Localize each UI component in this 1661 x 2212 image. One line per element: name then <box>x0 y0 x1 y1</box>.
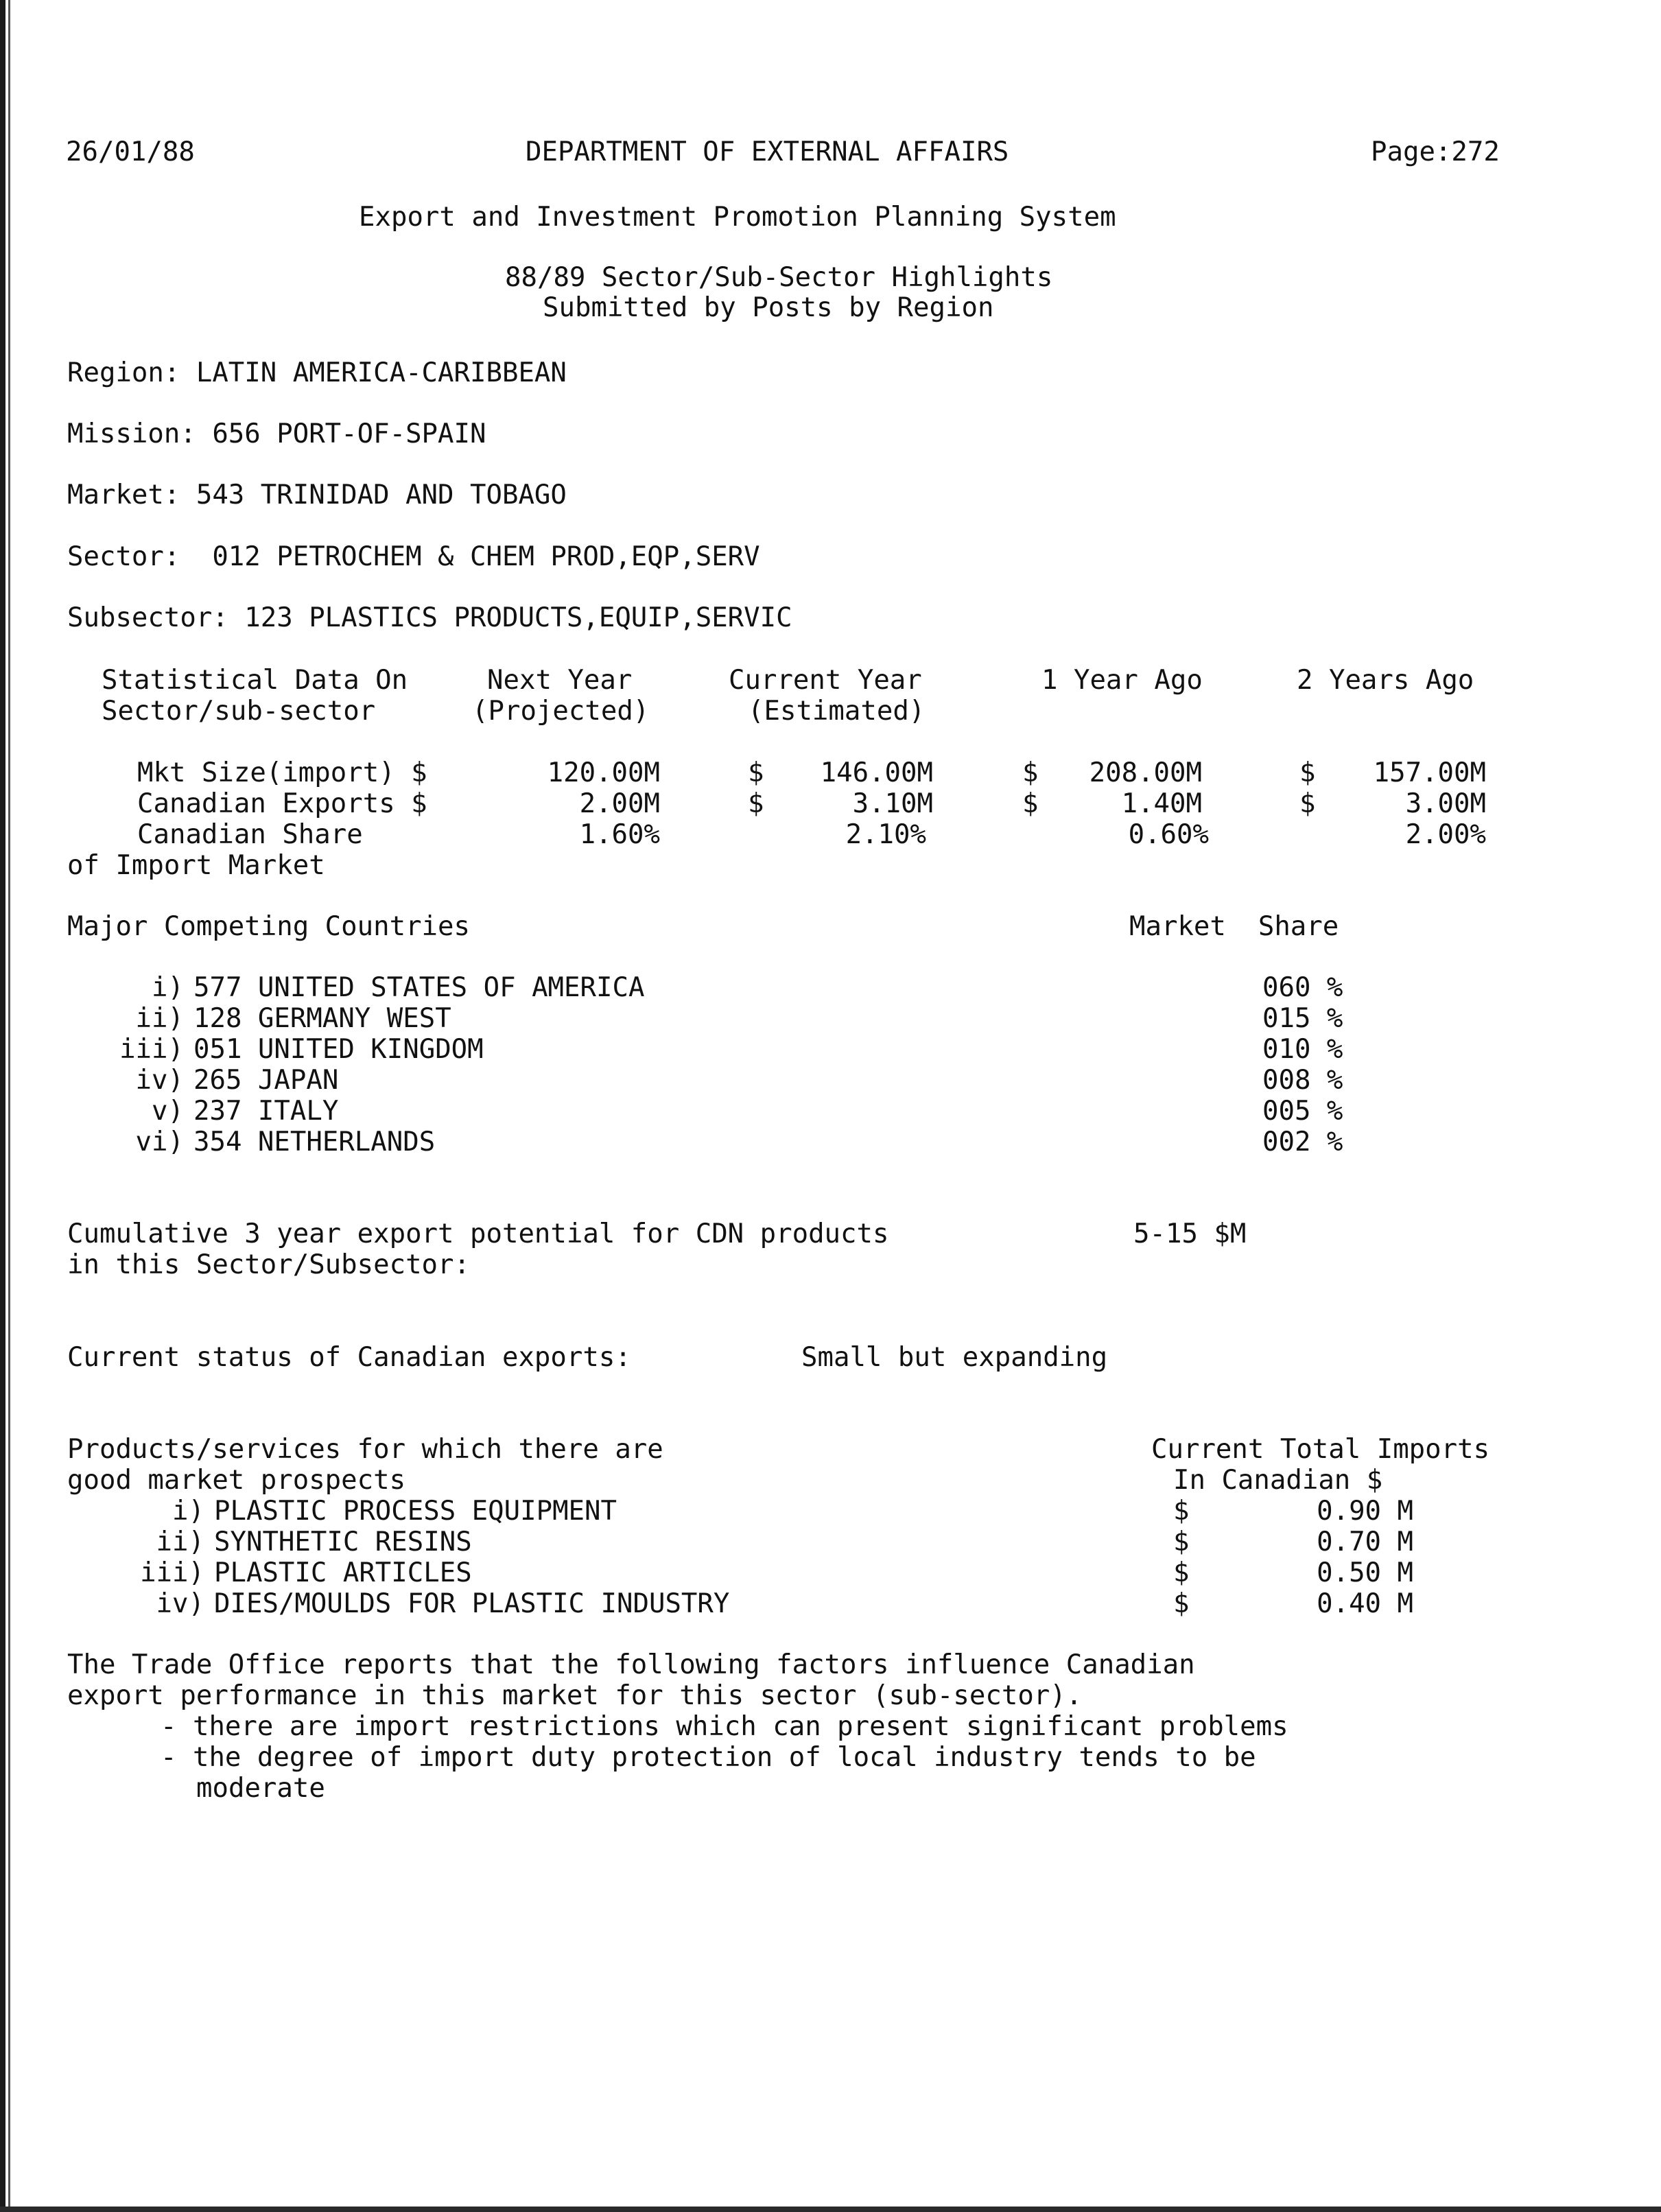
potential-label-line1: Cumulative 3 year export potential for CDN products <box>67 1219 889 1249</box>
factor-bullet: - there are import restrictions which can present significant problems <box>161 1711 1288 1742</box>
competitor-country: 051 UNITED KINGDOM <box>193 1034 484 1065</box>
competitors-heading: Major Competing Countries <box>67 911 470 942</box>
dollar-sign: $ <box>1299 788 1316 819</box>
department-title: DEPARTMENT OF EXTERNAL AFFAIRS <box>526 137 1009 167</box>
product-num: ii) <box>156 1527 204 1557</box>
competitor-num: ii) <box>135 1003 184 1034</box>
system-title: Export and Investment Promotion Planning System <box>359 202 1116 233</box>
imports-heading-line1: Current Total Imports <box>1151 1434 1490 1465</box>
stats-value: 146.00M <box>820 757 933 788</box>
competitor-num: v) <box>152 1096 184 1127</box>
competitor-country: 354 NETHERLANDS <box>193 1127 436 1157</box>
imports-heading-line2: In Canadian $ <box>1173 1465 1383 1496</box>
dollar-sign: $ <box>1173 1557 1190 1588</box>
market-share-heading: Market Share <box>1129 911 1339 942</box>
factors-intro-line2: export performance in this market for this sector (sub-sector). <box>67 1680 1083 1711</box>
col-next-year-sub: (Projected) <box>472 696 650 727</box>
status-label: Current status of Canadian exports: <box>67 1342 631 1373</box>
potential-value: 5-15 $M <box>1133 1219 1247 1249</box>
stats-title-line1: Statistical Data On <box>102 665 408 696</box>
stats-row-label: Canadian Share <box>137 819 363 850</box>
product-import-value: 0.40 M <box>1317 1588 1413 1619</box>
competitor-share: 005 % <box>1262 1096 1343 1127</box>
factors-intro-line1: The Trade Office reports that the following factors influence Canadian <box>67 1649 1195 1680</box>
region-field: Region: LATIN AMERICA-CARIBBEAN <box>67 357 567 388</box>
report-date: 26/01/88 <box>66 137 195 167</box>
stats-row-label: Canadian Exports $ <box>137 788 427 819</box>
page-edge-bottom <box>0 2207 1661 2212</box>
product-import-value: 0.90 M <box>1317 1496 1413 1527</box>
stats-value: 2.10% <box>845 819 926 850</box>
col-2-years-ago: 2 Years Ago <box>1297 665 1474 696</box>
stats-value: 208.00M <box>1089 757 1202 788</box>
competitor-share: 015 % <box>1262 1003 1343 1034</box>
stats-value: 1.40M <box>1121 788 1202 819</box>
sector-field: Sector: 012 PETROCHEM & CHEM PROD,EQP,SERV <box>67 541 760 572</box>
product-import-value: 0.70 M <box>1317 1527 1413 1557</box>
col-current-year-sub: (Estimated) <box>748 696 926 727</box>
product-num: i) <box>172 1496 204 1527</box>
report-subtitle-1: 88/89 Sector/Sub-Sector Highlights <box>505 262 1053 293</box>
report-subtitle-2: Submitted by Posts by Region <box>543 292 994 323</box>
competitor-num: iii) <box>119 1034 184 1065</box>
products-label-line1: Products/services for which there are <box>67 1434 663 1465</box>
dollar-sign: $ <box>748 788 764 819</box>
dollar-sign: $ <box>1299 757 1316 788</box>
competitor-country: 237 ITALY <box>193 1096 339 1127</box>
factor-bullet-continued: moderate <box>196 1773 325 1804</box>
col-next-year: Next Year <box>487 665 633 696</box>
competitor-share: 002 % <box>1262 1127 1343 1157</box>
stats-value: 3.00M <box>1405 788 1486 819</box>
competitor-country: 128 GERMANY WEST <box>193 1003 451 1034</box>
competitor-num: iv) <box>135 1065 184 1096</box>
status-value: Small but expanding <box>801 1342 1108 1373</box>
stats-value: 0.60% <box>1128 819 1209 850</box>
stats-value: 157.00M <box>1373 757 1486 788</box>
product-num: iv) <box>156 1588 204 1619</box>
dollar-sign: $ <box>1022 788 1039 819</box>
page-edge-left-line <box>8 0 10 2212</box>
product-name: PLASTIC ARTICLES <box>214 1557 472 1588</box>
market-field: Market: 543 TRINIDAD AND TOBAGO <box>67 480 567 510</box>
stats-row-label: Mkt Size(import) $ <box>137 757 427 788</box>
dollar-sign: $ <box>1022 757 1039 788</box>
stats-title-line2: Sector/sub-sector <box>102 696 376 727</box>
col-current-year: Current Year <box>729 665 922 696</box>
stats-value: 120.00M <box>547 757 660 788</box>
stats-value: 1.60% <box>579 819 660 850</box>
product-num: iii) <box>140 1557 204 1588</box>
stats-value: 3.10M <box>852 788 933 819</box>
stats-value: 2.00M <box>579 788 660 819</box>
product-name: DIES/MOULDS FOR PLASTIC INDUSTRY <box>214 1588 730 1619</box>
dollar-sign: $ <box>1173 1496 1190 1527</box>
competitor-country: 577 UNITED STATES OF AMERICA <box>193 972 645 1003</box>
potential-label-line2: in this Sector/Subsector: <box>67 1249 470 1280</box>
competitor-num: vi) <box>135 1127 184 1157</box>
product-import-value: 0.50 M <box>1317 1557 1413 1588</box>
product-name: SYNTHETIC RESINS <box>214 1527 472 1557</box>
competitor-share: 010 % <box>1262 1034 1343 1065</box>
competitor-country: 265 JAPAN <box>193 1065 339 1096</box>
page-number: Page:272 <box>1371 137 1500 167</box>
dollar-sign: $ <box>1173 1527 1190 1557</box>
mission-field: Mission: 656 PORT-OF-SPAIN <box>67 419 486 449</box>
subsector-field: Subsector: 123 PLASTICS PRODUCTS,EQUIP,SERVIC <box>67 602 792 633</box>
products-label-line2: good market prospects <box>67 1465 406 1496</box>
product-name: PLASTIC PROCESS EQUIPMENT <box>214 1496 617 1527</box>
page-edge-left <box>0 0 5 2212</box>
competitor-num: i) <box>152 972 184 1003</box>
factor-bullet: - the degree of import duty protection of local industry tends to be <box>161 1742 1256 1773</box>
stats-value: 2.00% <box>1405 819 1486 850</box>
dollar-sign: $ <box>748 757 764 788</box>
stats-label-continued: of Import Market <box>67 850 325 881</box>
col-1-year-ago: 1 Year Ago <box>1041 665 1203 696</box>
competitor-share: 060 % <box>1262 972 1343 1003</box>
dollar-sign: $ <box>1173 1588 1190 1619</box>
competitor-share: 008 % <box>1262 1065 1343 1096</box>
